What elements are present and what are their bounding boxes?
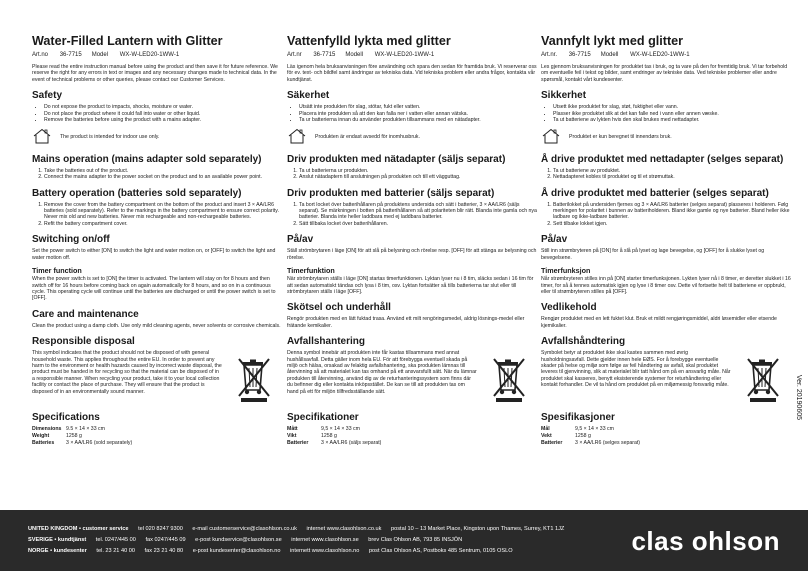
footer-row-no bbox=[28, 548, 513, 555]
disposal-block bbox=[541, 350, 791, 404]
care-text: Rengjør produktet med en lett fuktet klut. Bruk et mildt rengjøringsmiddel, aldri løsemidler eller etsende kjemikalier. bbox=[541, 316, 777, 329]
spec-value: 1258 g bbox=[66, 432, 82, 439]
footer-se-tel: tel. 0247/445 00 bbox=[95, 537, 136, 543]
disposal-text: Symbolet betyr at produktet ikke skal kastes sammen med øvrig husholdningsavfall. Dette gjelder innen hele EØS. For å forebygge eventuelle skader på helse og miljø som følge av feil håndtering av avfall, skal produktet leveres til gjenvinning, slik at materialet blir tatt hånd om på en ansvarlig måte. Når produktet skal kasseres, benytt eksisterende systemer for returhåndtering eller kontakt forhandler. De vil ta hånd om produktet på en miljømessig forsvarlig måte. bbox=[541, 350, 731, 389]
safety-list-item: • Do not place the product where it could fall into water or other liquid. bbox=[44, 111, 282, 117]
mains-steps-item: 2. Anslut nätadaptern till anslutningen på produkten och till ett vägguttag. bbox=[299, 174, 537, 180]
weee-bin-icon bbox=[477, 350, 527, 404]
battery-steps bbox=[32, 202, 282, 228]
art-number: 36-7715 bbox=[313, 52, 336, 58]
timer-text: När strömbrytaren ställs i läge [ON] startas timerfunktionen. Lyktan lyser nu i 8 tim, släcks sedan i 16 tim för att sedan automatiskt tändas och lysa i 8 tim, osv. Lyktan fortsätter så tills batterierna tar slut eller till strömbrytaren ställs i läge [OFF]. bbox=[287, 276, 534, 295]
article-line bbox=[32, 51, 282, 59]
column-english bbox=[32, 34, 282, 447]
art-label: Art.nr. bbox=[541, 52, 558, 58]
mains-steps bbox=[287, 168, 537, 181]
care-heading: Vedlikehold bbox=[541, 302, 597, 314]
footer-row-uk bbox=[28, 526, 564, 533]
battery-heading: Driv produkten med batterier (säljs separat) bbox=[287, 187, 495, 199]
spec-key: Weight bbox=[32, 432, 50, 439]
contact-footer bbox=[0, 510, 808, 571]
footer-uk-post: postal 10 – 13 Market Place, Kingston upon Thames, Surrey, KT1 1JZ bbox=[391, 526, 565, 532]
version-label: Ver. 20190605 bbox=[795, 374, 802, 420]
safety-list bbox=[541, 104, 791, 123]
mains-steps-item: 1. Ta ut batteriene av produktet. bbox=[553, 168, 791, 174]
intro-text: Les gjennom bruksanvisningen for produktet tas i bruk, og ta vare på den for fremtidig bruk. Vi tar forbehold om eventuelle feil i tekst og bilder, samt endringer av tekniske data. Ved tekniske problemer eller andre spørsmål, kontakt vårt kundesenter. bbox=[541, 64, 788, 83]
care-text: Rengör produkten med en lätt fuktad trasa. Använd ett milt rengöringsmedel, aldrig lösnings-medel eller frätande kemikalier. bbox=[287, 316, 525, 329]
document-title: Vattenfylld lykta med glitter bbox=[287, 34, 451, 48]
art-number: 36-7715 bbox=[59, 52, 82, 58]
switch-text: Set the power switch to either [ON] to switch the light and water motion on, or [OFF] to switch the light and water motion off. bbox=[32, 248, 276, 261]
document-title: Vannfylt lykt med glitter bbox=[541, 34, 684, 48]
art-number: 36-7715 bbox=[568, 52, 591, 58]
column-swedish bbox=[287, 34, 537, 447]
safety-list-item: • Utsätt inte produkten för slag, stötar, fukt eller vatten. bbox=[299, 104, 537, 110]
spec-key: Vikt bbox=[287, 432, 297, 439]
model-label: Modell bbox=[600, 52, 619, 58]
art-label: Art.no bbox=[32, 52, 49, 58]
spec-value: 1258 g bbox=[575, 432, 591, 439]
spec-heading: Spesifikasjoner bbox=[541, 411, 615, 423]
care-heading: Skötsel och underhåll bbox=[287, 302, 391, 314]
safety-heading: Sikkerhet bbox=[541, 90, 587, 102]
art-label: Art.nr bbox=[287, 52, 302, 58]
switch-heading: På/av bbox=[287, 234, 314, 246]
indoor-text: Produktet er kun beregnet til innendørs bruk. bbox=[569, 134, 672, 141]
weee-bin-icon bbox=[731, 350, 781, 404]
footer-no-label: NORGE • kundesenter bbox=[28, 548, 87, 554]
timer-heading: Timerfunktion bbox=[287, 266, 335, 276]
mains-steps bbox=[32, 168, 282, 181]
footer-uk-tel: tel 020 8247 9300 bbox=[138, 526, 183, 532]
footer-no-post: post Clas Ohlson AS, Postboks 485 Sentrum, 0105 OSLO bbox=[368, 548, 513, 554]
footer-no-email[interactable]: e-post kundesenter@clasohlson.no bbox=[192, 548, 281, 554]
spec-value: 3 × AA/LR6 (selges separat) bbox=[575, 440, 641, 447]
brand-logo: clas ohlson bbox=[631, 526, 780, 556]
switch-text: Still inn strømbryteren på [ON] for å slå på lyset og lage bevegelse, og [OFF] for å slukke lyset og bevegelsene. bbox=[541, 248, 765, 261]
switch-heading: Switching on/off bbox=[32, 234, 110, 246]
battery-steps-item: 2. Sätt tillbaka locket över batterihållaren. bbox=[299, 221, 537, 227]
indoor-notice bbox=[541, 128, 791, 146]
article-line bbox=[287, 51, 537, 59]
spec-key: Mått bbox=[287, 425, 298, 432]
spec-key: Batterier bbox=[287, 440, 309, 447]
mains-steps-item: 2. Nettadapteret kobles til produktet og til et strømuttak. bbox=[553, 174, 791, 180]
disposal-block bbox=[32, 350, 282, 404]
footer-se-label: SVERIGE • kundtjänst bbox=[28, 537, 87, 543]
mains-steps bbox=[541, 168, 791, 181]
model-number: WX-W-LED20-1WW-1 bbox=[119, 52, 180, 58]
safety-list bbox=[287, 104, 537, 123]
footer-uk-label: UNITED KINGDOM • customer service bbox=[28, 526, 129, 532]
mains-heading: Driv produkten med nätadapter (säljs separat) bbox=[287, 153, 506, 165]
indoor-text: Produkten är endast avsedd för inomhusbruk. bbox=[315, 134, 420, 141]
safety-list-item: • Do not expose the product to impacts, shocks, moisture or water. bbox=[44, 104, 282, 110]
spec-table bbox=[541, 426, 791, 447]
spec-key: Batteries bbox=[32, 440, 55, 447]
spec-key: Batterier bbox=[541, 440, 563, 447]
mains-heading: Å drive produktet med nettadapter (selges separat) bbox=[541, 153, 784, 165]
disposal-text: Denna symbol innebär att produkten inte får kastas tillsammans med annat hushållsavfall. Detta gäller inom hela EU. För att förebygga eventuell skada på miljö och hälsa, orsakad av felaktig avfallshantering, ska produkten lämnas till återvinning så att materialet kan tas omhand på ett ansvarsfullt sätt. När du lämnar produkten till återvinning, använd dig av de returhanteringssystem som finns där du befinner dig eller kontakta inköpsstället. De kan se till att produkten tas om hand på ett för miljön tillfredsställande sätt. bbox=[287, 350, 477, 395]
footer-row-se bbox=[28, 537, 462, 544]
model-label: Model bbox=[91, 52, 109, 58]
spec-heading: Specifications bbox=[32, 411, 100, 423]
footer-no-fax: fax 23 21 40 80 bbox=[144, 548, 184, 554]
spec-key: Dimensions bbox=[32, 425, 62, 432]
footer-no-web[interactable]: internett www.clasohlson.no bbox=[290, 548, 360, 554]
battery-steps-item: 1. Batterilokket på undersiden fjernes og 3 × AA/LR6 batterier (selges separat) plasseres i holderen. Følg merkingen for polaritet i bunnen av batteriholderen. Bland ikke gamle og nye batterier. Bland heller ikke ladbare og ikke-ladbare batterier. bbox=[553, 202, 791, 221]
column-norwegian bbox=[541, 34, 791, 447]
battery-steps bbox=[287, 202, 537, 228]
spec-value: 9,5 × 14 × 33 cm bbox=[575, 425, 614, 432]
article-line bbox=[541, 51, 791, 59]
safety-heading: Säkerhet bbox=[287, 90, 330, 102]
intro-text: Please read the entire instruction manual before using the product and then save it for future reference. We reserve the right for any errors in text or images and any necessary changes made to technical data. In the event of technical problems or other queries, please contact our Customer Services. bbox=[32, 64, 278, 83]
disposal-heading: Avfallshantering bbox=[287, 336, 365, 348]
switch-text: Ställ strömbrytaren i läge [ON] för att slå på belysning och rörelse resp. [OFF] för att stänga av belysning och rörelse. bbox=[287, 248, 537, 261]
spec-table bbox=[32, 426, 282, 447]
mains-steps-item: 2. Connect the mains adapter to the power socket on the product and to an available power point. bbox=[44, 174, 282, 180]
safety-list-item: • Remove the batteries before using the product with a mains adapter. bbox=[44, 117, 282, 123]
safety-list-item: • Plasser ikke produktet slik at det kan falle ned i vann eller annen væske. bbox=[553, 111, 791, 117]
battery-steps-item: 1. Ta bort locket över batterihållaren på produktens undersida och sätt i batterier, 3 × AA/LR6 (säljs separat). Se märkningen i botten på batterihållaren så att polariteten blir rätt. Blanda inte gamla och nya batterier. Blanda inte heller laddbara med ej laddbara batterier. bbox=[299, 202, 537, 221]
safety-list-item: • Ta ur batterierna innan du använder produkten tillsammans med en nätadapter. bbox=[299, 117, 537, 123]
footer-se-web[interactable]: internet www.clasohlson.se bbox=[291, 537, 359, 543]
battery-heading: Battery operation (batteries sold separately) bbox=[32, 187, 242, 199]
disposal-heading: Avfallshåndtering bbox=[541, 336, 626, 348]
disposal-block bbox=[287, 350, 537, 404]
footer-se-post: brev Clas Ohlson AB, 793 85 INSJÖN bbox=[368, 537, 463, 543]
switch-heading: På/av bbox=[541, 234, 568, 246]
mains-heading: Mains operation (mains adapter sold separately) bbox=[32, 153, 262, 165]
model-label: Modell bbox=[345, 52, 364, 58]
footer-uk-web[interactable]: internet www.clasohlson.co.uk bbox=[306, 526, 382, 532]
timer-heading: Timerfunksjon bbox=[541, 266, 591, 276]
house-icon bbox=[541, 128, 569, 146]
timer-text: When the power switch is set to [ON] the timer is activated. The lantern will stay on for 8 hours and then switch off for 16 hours before coming back on again automatically for 8 hours, and so on in a continuous cycle. This operating cycle will continue until the batteries are discharged or until the power switch is set to [OFF]. bbox=[32, 276, 276, 302]
footer-se-fax: fax 0247/445 09 bbox=[145, 537, 186, 543]
indoor-notice bbox=[32, 128, 282, 146]
disposal-text: This symbol indicates that the product should not be disposed of with general household waste. This applies throughout the entire EU. In order to prevent any harm to the environment or health hazards caused by incorrect waste disposal, the product must be handed in for recycling so that the material can be disposed of in a responsible manner. When recycling your product, take it to your local collection facility or contact the place of purchase. They will ensure that the product is disposed of in an environmentally sound manner. bbox=[32, 350, 222, 395]
model-number: WX-W-LED20-1WW-1 bbox=[630, 52, 690, 58]
mains-steps-item: 1. Ta ut batterierna ur produkten. bbox=[299, 168, 537, 174]
battery-steps bbox=[541, 202, 791, 228]
model-number: WX-W-LED20-1WW-1 bbox=[374, 52, 435, 58]
spec-key: Mål bbox=[541, 425, 550, 432]
care-heading: Care and maintenance bbox=[32, 308, 139, 320]
spec-value: 9.5 × 14 × 33 cm bbox=[66, 425, 105, 432]
house-icon bbox=[287, 128, 315, 146]
battery-steps-item: 2. Refit the battery compartment cover. bbox=[44, 221, 282, 227]
spec-heading: Specifikationer bbox=[287, 411, 359, 423]
disposal-heading: Responsible disposal bbox=[32, 336, 135, 348]
timer-heading: Timer function bbox=[32, 266, 82, 276]
spec-value: 3 × AA/LR6 (säljs separat) bbox=[321, 440, 382, 447]
mains-steps-item: 1. Take the batteries out of the product. bbox=[44, 168, 282, 174]
indoor-notice bbox=[287, 128, 537, 146]
spec-value: 9,5 × 14 × 33 cm bbox=[321, 425, 360, 432]
footer-se-email[interactable]: e-post kundservice@clasohlson.se bbox=[195, 537, 282, 543]
footer-no-tel: tel. 23 21 40 00 bbox=[96, 548, 135, 554]
weee-bin-icon bbox=[222, 350, 272, 404]
safety-list bbox=[32, 104, 282, 123]
battery-steps-item: 2. Sett tilbake lokket igjen. bbox=[553, 221, 791, 227]
spec-table bbox=[287, 426, 537, 447]
safety-list-item: • Utsett ikke produktet for slag, støt, fuktighet eller vann. bbox=[553, 104, 791, 110]
timer-text: Når strømbryteren stilles inn på [ON] starter timerfunksjonen. Lykten lyser nå i 8 timer, er deretter slukket i 16 timer, for så å tennes automatisk igjen og lyse i 8 timer osv. Dette vil fortsette helt til batteriene er oppbrukt, eller til strømbryteren stilles på [OFF]. bbox=[541, 276, 791, 295]
house-icon bbox=[32, 128, 60, 146]
document-title: Water-Filled Lantern with Glitter bbox=[32, 34, 223, 48]
battery-heading: Å drive produktet med batterier (selges separat) bbox=[541, 187, 769, 199]
safety-heading: Safety bbox=[32, 90, 63, 102]
footer-uk-email[interactable]: e-mail customerservice@clasohlson.co.uk bbox=[192, 526, 297, 532]
spec-key: Vekt bbox=[541, 432, 552, 439]
intro-text: Läs igenom hela bruksanvisningen före användning och spara den sedan för framtida bruk. Vi reserverar oss för ev. text- och bildfel samt ändringar av tekniska data. Vid tekniska problem eller andra frågor, kontakta vår kundtjänst. bbox=[287, 64, 537, 83]
care-text: Clean the product using a damp cloth. Use only mild cleaning agents, never solvents or corrosive chemicals. bbox=[32, 322, 281, 329]
spec-value: 3 × AA/LR6 (sold separately) bbox=[66, 440, 133, 447]
safety-list-item: • Ta ut batteriene av lykten hvis den skal brukes med nettadapter. bbox=[553, 117, 791, 123]
battery-steps-item: 1. Remove the cover from the battery compartment on the bottom of the product and insert 3 × AA/LR6 batteries (sold separately). Refer to the markings in the battery compartment to ensure correct polarity. Never mix old and new batteries. Never mix rechargeable and non-rechargeable batteries. bbox=[44, 202, 282, 221]
indoor-text: The product is intended for indoor use only. bbox=[60, 134, 160, 141]
spec-value: 1258 g bbox=[321, 432, 337, 439]
safety-list-item: • Placera inte produkten så att den kan falla ner i vatten eller annan vätska. bbox=[299, 111, 537, 117]
